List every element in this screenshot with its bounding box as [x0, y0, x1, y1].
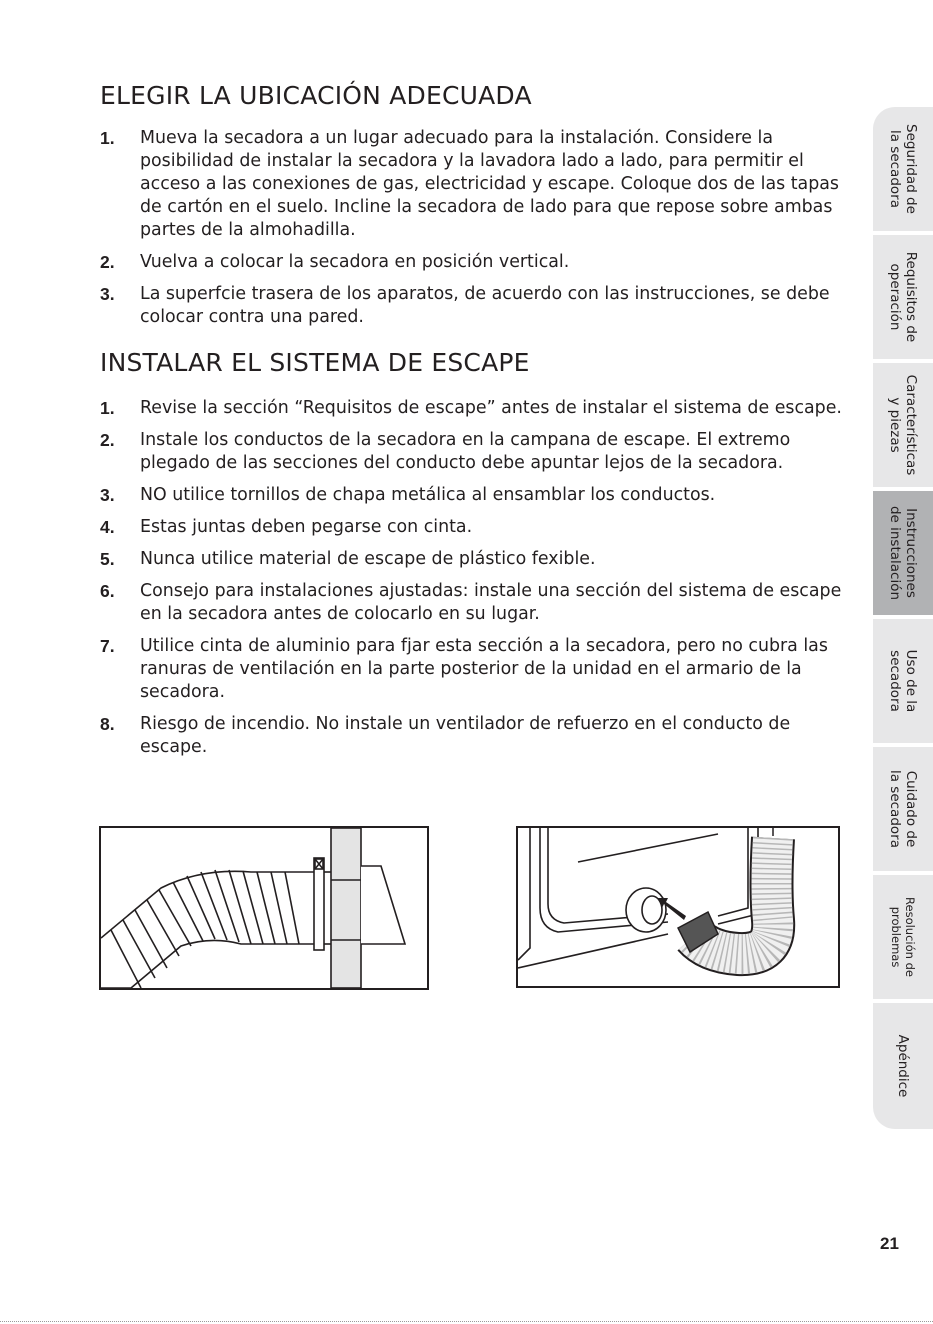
- step-text: Revise la sección “Requisitos de escape” antes de instalar el sistema de escape.: [140, 398, 842, 418]
- step-number: 4.: [100, 517, 115, 537]
- list-item: [100, 429, 860, 475]
- dryer-duct-illustration: [516, 826, 840, 988]
- step-text: Nunca utilice material de escape de plástico fexible.: [140, 549, 596, 569]
- step-text: Instale los conductos de la secadora en la campana de escape. El extremo plegado de las secciones del conducto debe apuntar lejos de la secadora.: [140, 430, 791, 473]
- step-number: 3.: [100, 485, 115, 505]
- step-text: Utilice cinta de aluminio para fjar esta sección a la secadora, pero no cubra las ranuras de ventilación en la parte posterior de la unidad en el armario de la secadora.: [140, 636, 828, 702]
- step-number: 7.: [100, 636, 115, 656]
- list-item: [100, 548, 860, 571]
- list-item: [100, 484, 860, 507]
- tab-cuidado[interactable]: [873, 747, 933, 873]
- step-number: 5.: [100, 549, 115, 569]
- tab-instrucciones[interactable]: [873, 491, 933, 617]
- step-number: 2.: [100, 252, 115, 272]
- tab-seguridad[interactable]: [873, 107, 933, 233]
- ubicacion-steps-list: [100, 127, 860, 338]
- list-item: [100, 127, 860, 242]
- tab-label: Características y piezas: [887, 374, 919, 476]
- tab-requisitos[interactable]: [873, 235, 933, 361]
- tab-label: Cuidado de la secadora: [887, 769, 919, 848]
- step-text: Consejo para instalaciones ajustadas: instale una sección del sistema de escape en la secadora antes de colocarlo en su lugar.: [140, 581, 842, 624]
- step-text: Estas juntas deben pegarse con cinta.: [140, 517, 473, 537]
- section-title-ubicacion: ELEGIR LA UBICACIÓN ADECUADA: [100, 81, 532, 110]
- bottom-divider: [0, 1321, 933, 1322]
- list-item: [100, 283, 860, 329]
- duct-wall-illustration: [99, 826, 429, 990]
- step-number: 1.: [100, 398, 115, 418]
- list-item: [100, 713, 860, 759]
- duct-wall-drawing: [101, 828, 427, 988]
- tab-apendice[interactable]: [873, 1003, 933, 1129]
- dryer-duct-drawing: [518, 828, 838, 986]
- tab-uso[interactable]: [873, 619, 933, 745]
- step-text: Riesgo de incendio. No instale un ventilador de refuerzo en el conducto de escape.: [140, 714, 791, 757]
- list-item: [100, 397, 860, 420]
- tab-caracteristicas[interactable]: [873, 363, 933, 489]
- page-number: 21: [880, 1234, 899, 1253]
- step-text: La superfcie trasera de los aparatos, de acuerdo con las instrucciones, se debe colocar contra una pared.: [140, 284, 830, 327]
- step-text: Mueva la secadora a un lugar adecuado para la instalación. Considere la posibilidad de instalar la secadora y la lavadora lado a lado, para permitir el acceso a las conexiones de gas, electricidad y escape. Coloque dos de las tapas de cartón en el suelo. Incline la secadora de lado para que repose sobre ambas partes de la almohadilla.: [140, 128, 839, 240]
- step-number: 2.: [100, 430, 115, 450]
- step-number: 3.: [100, 284, 115, 304]
- list-item: [100, 580, 860, 626]
- section-tabs: [873, 107, 933, 1129]
- list-item: [100, 251, 860, 274]
- list-item: [100, 635, 860, 704]
- list-item: [100, 516, 860, 539]
- tab-label: Resolución de problemas: [889, 897, 917, 977]
- step-text: NO utilice tornillos de chapa metálica al ensamblar los conductos.: [140, 485, 716, 505]
- section-title-escape: INSTALAR EL SISTEMA DE ESCAPE: [100, 348, 530, 377]
- step-text: Vuelva a colocar la secadora en posición vertical.: [140, 252, 570, 272]
- tab-label: Instrucciones de instalación: [887, 505, 919, 601]
- step-number: 8.: [100, 714, 115, 734]
- tab-resolucion[interactable]: [873, 875, 933, 1001]
- tab-label: Requisitos de operación: [887, 251, 919, 343]
- step-number: 6.: [100, 581, 115, 601]
- escape-steps-list: [100, 397, 860, 768]
- tab-label: Apéndice: [895, 1034, 911, 1098]
- step-number: 1.: [100, 128, 115, 148]
- tab-label: Seguridad de la secadora: [887, 124, 919, 214]
- tab-label: Uso de la secadora: [887, 649, 919, 713]
